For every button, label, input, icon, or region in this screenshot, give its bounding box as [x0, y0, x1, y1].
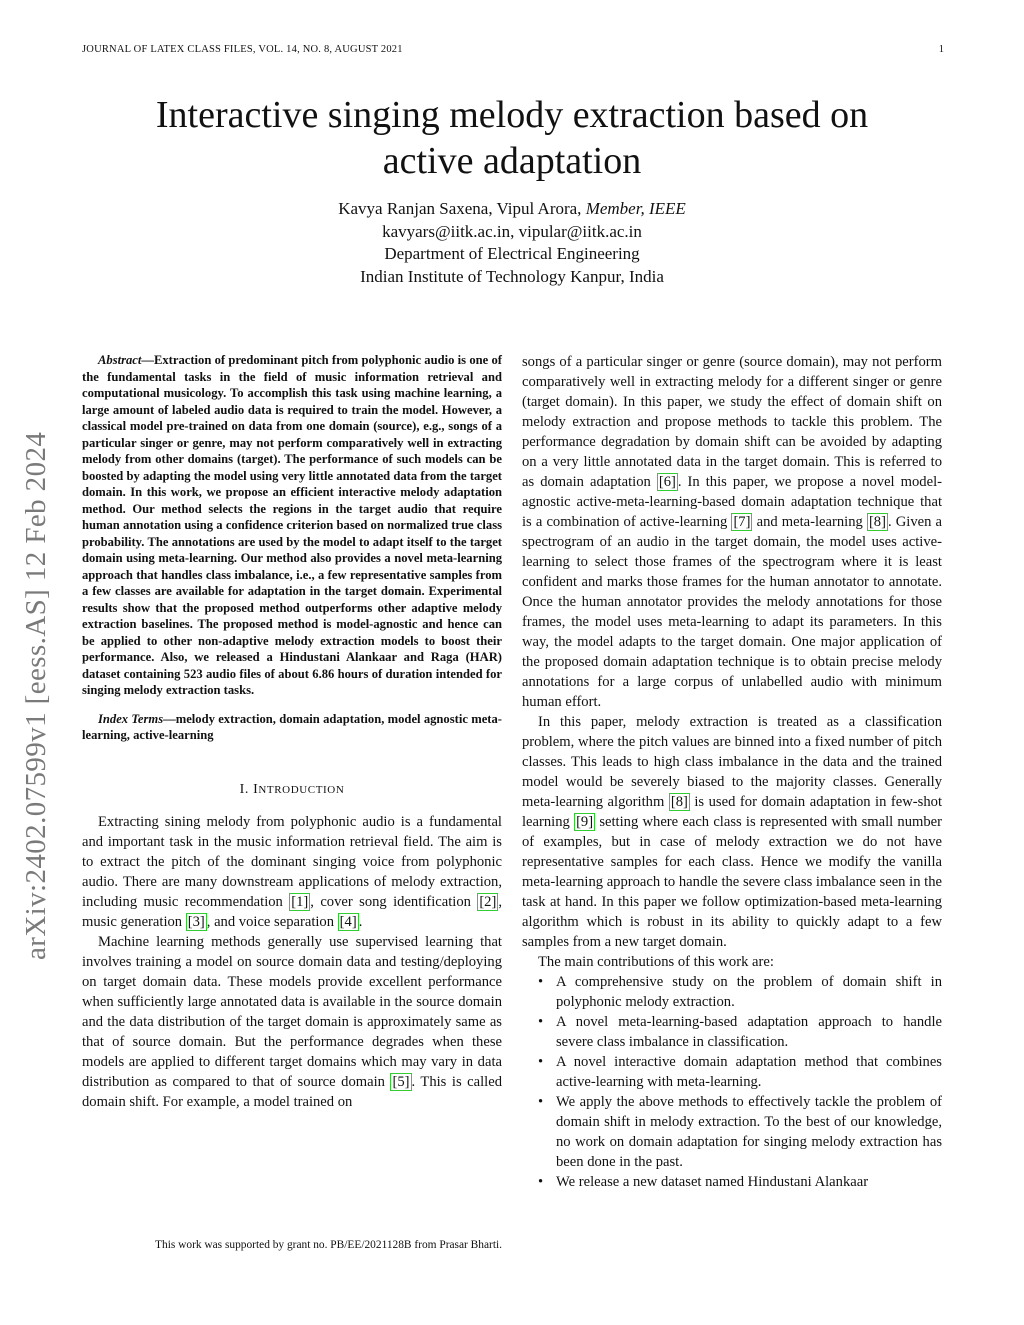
abstract-text: —Extraction of predominant pitch from polyphonic audio is one of the fundamental tasks in the field of music information retrieval and computational musicology. To accomplish this task using machine learning, a large amount of labeled audio data is required to train the model. However, a classical model pre-trained on data from one domain (source), e.g., songs of a particular singer or genre, may not perform comparatively well in extracting melody from other domains (target). The performance of such models can be boosted by adapting the model using very little annotated data from the target domain. In this work, we propose an efficient interactive melody adaptation method. Our method selects the regions in the target audio that require human annotation using a confidence criterion based on normalized true class probability. The annotations are used by the model to adapt itself to the target domain using meta-learning. Our method also provides a novel meta-learning approach that handles class imbalance, i.e., a few representative samples from a few classes are available for adaptation in the target domain. Experimental results show that the proposed method outperforms other adaptive melody extraction baselines. The proposed method is model-agnostic and hence can be applied to other non-adaptive melody extraction models to boost their performance. Also, we released a Hindustani Alankaar and Raga (HAR) dataset containing 523 audio files of about 6.86 hours of duration intended for singing melody extraction tasks.	[82, 353, 502, 697]
contributions-list	[522, 972, 942, 1192]
citation-link[interactable]: [9]	[576, 814, 594, 830]
list-item: • A novel interactive domain adaptation method that combines active-learning with meta-learning.	[556, 1052, 942, 1092]
citation-link[interactable]: [8]	[868, 514, 886, 530]
section-number: I.	[239, 781, 249, 797]
text-run: is used for domain adaptation in few-shot learning	[522, 794, 942, 830]
citation-link[interactable]: [5]	[392, 1073, 410, 1090]
index-terms-text: —melody extraction, domain adaptation, model agnostic meta-learning, active-learning	[82, 711, 502, 742]
footnote: This work was supported by grant no. PB/EE/2021128B from Prasar Bharti.	[155, 1239, 502, 1251]
section-title-first: I	[253, 781, 259, 797]
author-role: Member, IEEE	[585, 199, 686, 218]
author-block	[60, 198, 964, 288]
citation-link[interactable]: [3]	[187, 913, 205, 930]
text-run: . This is called domain shift. For example, a model trained on	[82, 1073, 502, 1110]
department: Department of Electrical Engineering	[384, 244, 640, 263]
citation-link[interactable]: [2]	[479, 893, 497, 910]
citation-link[interactable]: [6]	[658, 474, 676, 490]
emails: kavyars@iitk.ac.in, vipular@iitk.ac.in	[382, 221, 642, 241]
arxiv-identifier: arXiv:2402.07599v1 [eess.AS] 12 Feb 2024	[20, 431, 52, 960]
text-run: , and voice separation	[206, 913, 338, 930]
title-line-1: Interactive singing melody extraction based on	[155, 94, 869, 136]
citation-link[interactable]: [4]	[339, 913, 357, 930]
title-line-2: active adaptation	[382, 140, 642, 182]
abstract	[82, 352, 502, 699]
section-heading-introduction	[82, 780, 502, 800]
citation-link[interactable]: [1]	[291, 893, 309, 910]
list-item: • We apply the above methods to effectively tackle the problem of domain shift in melody extraction. To the best of our knowledge, no work on domain adaptation for singing melody extraction has been done in the past.	[556, 1092, 942, 1172]
text-run: and meta-learning	[752, 514, 867, 530]
citation-link[interactable]: [7]	[733, 514, 751, 530]
text-run: , cover song identification	[310, 893, 478, 910]
list-item: • A comprehensive study on the problem of domain shift in polyphonic melody extraction.	[556, 972, 942, 1012]
index-terms	[82, 711, 502, 744]
intro-paragraph-1	[82, 812, 502, 932]
text-run: . Given a spectrogram of an audio in the target domain, the model uses active-learning to select those frames of the spectrogram where it is least confident and marks those frames for the human annotator to annotate. Once the human annotator provides the melody annotations for those frames, the model uses meta-learning to adapt its parameters. In this way, the model adapts to the target domain. One major application of the proposed domain adaptation technique is to obtain precise melody annotations for a large corpus of unlabelled audio with minimum human effort.	[522, 514, 942, 710]
left-column	[82, 352, 502, 1112]
author-names	[60, 198, 964, 221]
contributions-intro: The main contributions of this work are:	[538, 954, 774, 970]
index-terms-lead: Index Terms	[98, 711, 164, 726]
intro-paragraph-4	[522, 712, 942, 952]
abstract-lead: Abstract	[98, 353, 142, 367]
list-item: • A novel meta-learning-based adaptation approach to handle severe class imbalance in classification.	[556, 1012, 942, 1052]
text-run: Machine learning methods generally use supervised learning that involves training a model on source domain data and testing/deploying on target domain data. These models provide excellent performance when sufficiently large annotated data is available in the source domain and the data distribution of the target domain is approximately same as that of source domain. But the performance degrades when these models are applied to different target domains which may vary in data distribution as compared to that of source domain	[82, 933, 502, 1090]
page-number: 1	[938, 44, 944, 55]
running-head: JOURNAL OF LATEX CLASS FILES, VOL. 14, NO. 8, AUGUST 2021	[82, 44, 403, 55]
text-run: In this paper, melody extraction is treated as a classification problem, where the pitch values are binned into a fixed number of pitch classes. This leads to high class imbalance in the data and the trained model would be severely biased to the majority classes. Generally meta-learning algorithm	[522, 714, 942, 810]
institute: Indian Institute of Technology Kanpur, India	[360, 266, 664, 286]
right-column	[522, 352, 942, 1192]
intro-paragraph-3	[522, 352, 942, 712]
text-run: . In this paper, we propose a novel model-agnostic active-meta-learning-based domain adaptation technique that is a combination of active-learning	[522, 474, 942, 530]
text-run: .	[358, 913, 363, 930]
intro-paragraph-2	[82, 932, 502, 1112]
text-run: Extracting sining melody from polyphonic audio is a fundamental and important task in the music information retrieval field. The aim is to extract the pitch of the dominant singing voice from polyphonic audio. There are many downstream applications of melody extraction, including music recommendation	[82, 813, 502, 910]
text-run: songs of a particular singer or genre (source domain), may not perform comparatively well in extracting melody for a different singer or genre (target domain). In this paper, we study the effect of domain shift on melody extraction and propose methods to tackle this problem. The performance degradation by domain shift can be avoided by adapting on a very little annotated data in the target domain. This is referred to as domain adaptation	[522, 354, 942, 490]
text-run: , music generation	[82, 893, 502, 930]
section-title-rest: NTRODUCTION	[258, 783, 345, 796]
citation-link[interactable]: [8]	[670, 794, 688, 810]
list-item: • We release a new dataset named Hindustani Alankaar	[556, 1172, 942, 1192]
text-run: setting where each class is represented with small number of examples, but in case of melody extraction we do not have representative samples for each class. Hence we modify the vanilla meta-learning approach to handle the severe class imbalance seen in the task at hand. In this paper we follow optimization-based meta-learning algorithm which is robust in its ability to quickly adapt to a few samples from a new target domain.	[522, 814, 942, 950]
authors: Kavya Ranjan Saxena, Vipul Arora,	[338, 199, 582, 218]
paper-title	[60, 92, 964, 184]
